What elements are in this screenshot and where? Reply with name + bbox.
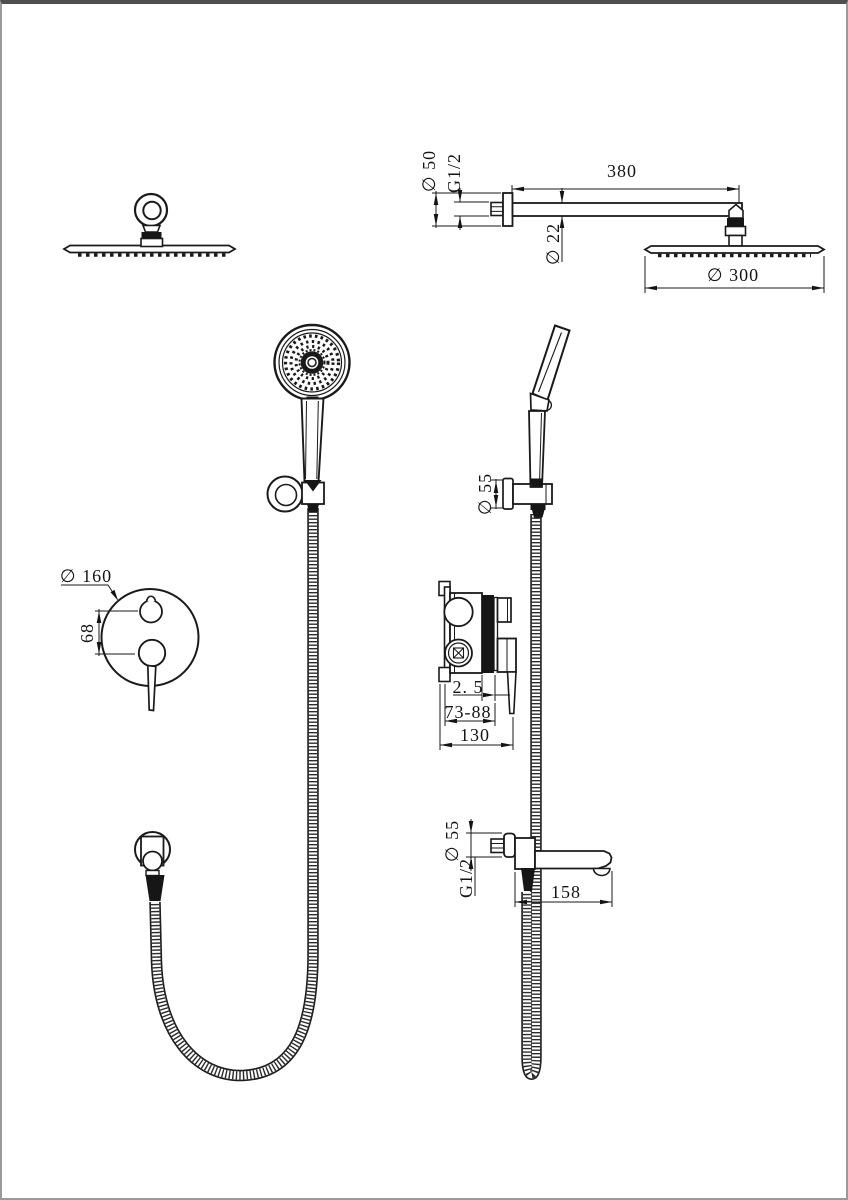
spout-outlet <box>594 869 610 876</box>
lever-handle <box>148 666 156 711</box>
overhead-shower-front-view <box>64 194 235 255</box>
diverter-knob <box>140 601 162 623</box>
label-spout-d55: ∅ 55 <box>442 819 462 863</box>
label-flange-d50: ∅ 50 <box>419 149 439 193</box>
valve-cartridge <box>444 598 472 626</box>
dim-plate-diameter-160 <box>61 585 118 601</box>
wall-plate-edge <box>482 595 494 673</box>
label-depth-73-88: 73-88 <box>444 702 492 722</box>
label-plate-2-5: 2. 5 <box>452 677 484 697</box>
label-spacing-68: 68 <box>77 623 97 643</box>
label-spout-158: 158 <box>551 882 581 902</box>
hose-ferrule <box>146 875 165 901</box>
hose-ferrule <box>532 510 545 518</box>
handshower-side-view <box>491 326 570 518</box>
right-shower-hose <box>527 514 536 1074</box>
label-arm-d22: ∅ 22 <box>543 222 563 266</box>
label-arm-length-380: 380 <box>607 161 637 181</box>
wall-supply-elbow <box>135 832 170 901</box>
label-head-d300: ∅ 300 <box>706 265 760 285</box>
lever-hub <box>139 640 165 666</box>
spout-flange <box>504 834 515 858</box>
label-holder-d55: ∅ 55 <box>475 472 495 516</box>
handshower-front-view <box>268 325 350 512</box>
shower-arm-side-view <box>432 185 824 293</box>
diverter-stub <box>498 598 512 622</box>
holder-wall-plate <box>503 479 513 510</box>
label-plate-d160: ∅ 160 <box>59 566 113 586</box>
label-thread-g12-top: G1/2 <box>444 153 464 193</box>
label-spout-g12: G1/2 <box>456 858 476 898</box>
left-shower-hose <box>155 508 313 1076</box>
label-depth-130: 130 <box>460 725 490 745</box>
dim-thread-g12 <box>454 188 489 230</box>
spout-body <box>535 851 612 869</box>
hose-ferrule <box>307 504 319 512</box>
mixer-trim-front-view <box>61 585 199 711</box>
lever-handle <box>508 672 517 714</box>
dim-arm-length-380 <box>512 185 739 203</box>
